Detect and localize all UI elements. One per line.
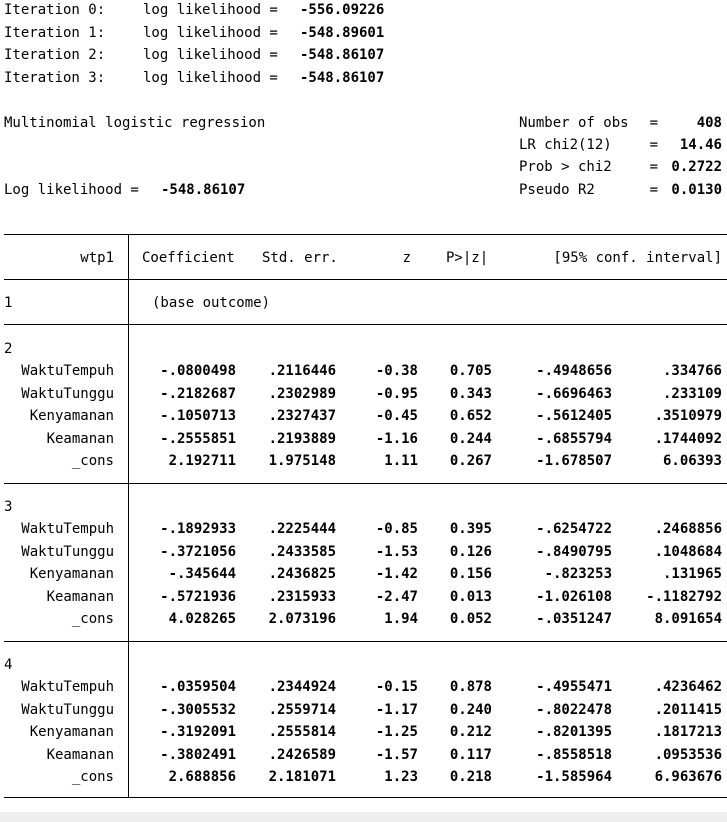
cell-std-err: .2426589 <box>268 746 336 763</box>
group-label: 3 <box>4 499 13 515</box>
cell-ci-lower: -1.678507 <box>536 453 612 470</box>
cell-std-err: .2555814 <box>268 724 336 741</box>
iteration-text: log likelihood = <box>143 69 287 86</box>
cell-ci-upper: 6.963676 <box>654 769 722 786</box>
variable-name: Keamanan <box>46 588 114 605</box>
table-top-rule <box>4 234 727 235</box>
cell-ci-lower: -.0351247 <box>536 611 612 628</box>
cell-p: 0.126 <box>449 543 492 560</box>
col-header-p: P>|z| <box>446 250 489 266</box>
stat-label: Number of obs <box>519 115 629 131</box>
cell-coefficient: -.0359504 <box>160 679 236 695</box>
cell-ci-upper: .4236462 <box>654 679 722 695</box>
col-header-depvar: wtp1 <box>80 250 114 266</box>
iteration-label: Iteration 2: <box>4 47 106 63</box>
cell-p: 0.212 <box>449 724 492 741</box>
cell-std-err: .2315933 <box>268 588 336 605</box>
stat-value: 14.46 <box>679 137 722 153</box>
cell-std-err: .2344924 <box>268 679 336 695</box>
table-bottom-rule <box>4 797 727 798</box>
table-vertical-rule <box>128 234 129 797</box>
cell-z: 1.94 <box>384 611 418 628</box>
stat-eq: = <box>649 159 658 175</box>
cell-std-err: .2225444 <box>268 521 336 537</box>
cell-ci-lower: -1.026108 <box>536 588 612 605</box>
group-label: 2 <box>4 341 13 357</box>
cell-coefficient: -.1050713 <box>160 408 236 425</box>
cell-p: 0.052 <box>449 611 492 628</box>
cell-ci-upper: .233109 <box>662 385 722 402</box>
cell-p: 0.267 <box>449 453 492 470</box>
variable-name: WaktuTunggu <box>21 385 114 402</box>
stat-value: 0.0130 <box>671 182 722 198</box>
cell-ci-lower: -.4948656 <box>536 363 612 379</box>
cell-ci-upper: -.1182792 <box>646 588 722 605</box>
variable-name: _cons <box>71 611 114 628</box>
iteration-text: log likelihood = <box>143 47 287 63</box>
iteration-value: -548.89601 <box>300 24 385 41</box>
cell-z: -1.42 <box>375 566 418 583</box>
cell-std-err: .2193889 <box>268 430 336 447</box>
cell-ci-lower: -.6855794 <box>536 430 612 447</box>
cell-ci-upper: .1048684 <box>654 543 722 560</box>
cell-coefficient: -.2555851 <box>160 430 236 447</box>
cell-p: 0.156 <box>449 566 492 583</box>
iteration-label: Iteration 1: <box>4 24 106 41</box>
cell-ci-lower: -.6696463 <box>536 385 612 402</box>
stat-value: 408 <box>696 115 722 131</box>
cell-ci-lower: -.4955471 <box>536 679 612 695</box>
group-rule <box>4 324 727 325</box>
cell-z: -0.95 <box>375 385 418 402</box>
iteration-text: log likelihood = <box>143 2 287 18</box>
cell-ci-upper: .1744092 <box>654 430 722 447</box>
cell-ci-lower: -.8558518 <box>536 746 612 763</box>
iteration-label: Iteration 3: <box>4 69 106 86</box>
stat-eq: = <box>649 182 658 198</box>
cell-std-err: .2433585 <box>268 543 336 560</box>
cell-ci-upper: .2011415 <box>654 701 722 718</box>
variable-name: Kenyamanan <box>29 724 114 741</box>
cell-z: 1.11 <box>384 453 418 470</box>
cell-coefficient: -.0800498 <box>160 363 236 379</box>
cell-coefficient: -.3192091 <box>160 724 236 741</box>
cell-ci-lower: -.823253 <box>544 566 612 583</box>
variable-name: WaktuTempuh <box>21 363 114 379</box>
cell-p: 0.652 <box>449 408 492 425</box>
iteration-value: -548.86107 <box>300 69 385 86</box>
stat-value: 0.2722 <box>671 159 722 175</box>
cell-z: -1.53 <box>375 543 418 560</box>
cell-coefficient: -.3802491 <box>160 746 236 763</box>
cell-z: -0.85 <box>375 521 418 537</box>
cell-std-err: .2116446 <box>268 363 336 379</box>
group-label: 4 <box>4 657 13 673</box>
col-header-coef: Coefficient <box>142 250 235 266</box>
cell-std-err: .2559714 <box>268 701 336 718</box>
cell-std-err: 1.975148 <box>268 453 336 470</box>
cell-p: 0.395 <box>449 521 492 537</box>
cell-ci-lower: -1.585964 <box>536 769 612 786</box>
cell-z: -1.25 <box>375 724 418 741</box>
cell-z: -0.38 <box>375 363 418 379</box>
cell-std-err: 2.181071 <box>268 769 336 786</box>
base-text: (base outcome) <box>152 295 271 311</box>
iteration-label: Iteration 0: <box>4 2 106 18</box>
cell-ci-upper: .131965 <box>662 566 722 583</box>
cell-coefficient: 2.688856 <box>168 769 236 786</box>
group-rule <box>4 641 727 642</box>
variable-name: Keamanan <box>46 746 114 763</box>
cell-p: 0.343 <box>449 385 492 402</box>
col-header-ci: [95% conf. interval] <box>553 250 722 266</box>
cell-z: -2.47 <box>375 588 418 605</box>
col-header-se: Std. err. <box>262 250 338 266</box>
cell-std-err: .2327437 <box>268 408 336 425</box>
stat-eq: = <box>649 115 658 131</box>
cell-z: -1.16 <box>375 430 418 447</box>
bottom-scroll-area[interactable] <box>0 812 727 822</box>
cell-p: 0.244 <box>449 430 492 447</box>
variable-name: WaktuTempuh <box>21 521 114 537</box>
cell-std-err: .2436825 <box>268 566 336 583</box>
loglik-label: Log likelihood = <box>4 182 148 198</box>
variable-name: WaktuTunggu <box>21 701 114 718</box>
cell-ci-upper: .0953536 <box>654 746 722 763</box>
group-rule <box>4 483 727 484</box>
cell-ci-upper: 8.091654 <box>654 611 722 628</box>
col-header-z: z <box>402 250 411 266</box>
cell-p: 0.240 <box>449 701 492 718</box>
cell-ci-upper: 6.06393 <box>662 453 722 470</box>
stat-eq: = <box>649 137 658 153</box>
cell-coefficient: -.2182687 <box>160 385 236 402</box>
stat-label: Prob > chi2 <box>519 159 612 175</box>
variable-name: WaktuTempuh <box>21 679 114 695</box>
cell-std-err: .2302989 <box>268 385 336 402</box>
stat-label: Pseudo R2 <box>519 182 595 198</box>
cell-p: 0.117 <box>449 746 492 763</box>
cell-ci-lower: -.8201395 <box>536 724 612 741</box>
cell-coefficient: -.3721056 <box>160 543 236 560</box>
cell-p: 0.878 <box>449 679 492 695</box>
cell-p: 0.705 <box>449 363 492 379</box>
header-rule <box>4 279 727 280</box>
base-label: 1 <box>4 295 13 311</box>
iteration-text: log likelihood = <box>143 24 287 41</box>
cell-ci-lower: -.8022478 <box>536 701 612 718</box>
cell-ci-upper: .2468856 <box>654 521 722 537</box>
cell-coefficient: -.3005532 <box>160 701 236 718</box>
variable-name: Kenyamanan <box>29 566 114 583</box>
cell-ci-upper: .334766 <box>662 363 722 379</box>
variable-name: _cons <box>71 453 114 470</box>
cell-coefficient: -.5721936 <box>160 588 236 605</box>
cell-ci-lower: -.6254722 <box>536 521 612 537</box>
cell-ci-upper: .3510979 <box>654 408 722 425</box>
cell-std-err: 2.073196 <box>268 611 336 628</box>
cell-z: -0.15 <box>375 679 418 695</box>
cell-z: -0.45 <box>375 408 418 425</box>
cell-z: -1.17 <box>375 701 418 718</box>
cell-ci-lower: -.5612405 <box>536 408 612 425</box>
iteration-value: -556.09226 <box>300 2 385 18</box>
stat-label: LR chi2(12) <box>519 137 612 153</box>
iteration-value: -548.86107 <box>300 47 385 63</box>
variable-name: Kenyamanan <box>29 408 114 425</box>
cell-p: 0.013 <box>449 588 492 605</box>
cell-z: -1.57 <box>375 746 418 763</box>
cell-ci-lower: -.8490795 <box>536 543 612 560</box>
cell-ci-upper: .1817213 <box>654 724 722 741</box>
cell-z: 1.23 <box>384 769 418 786</box>
loglik-value: -548.86107 <box>161 182 246 198</box>
cell-coefficient: -.1892933 <box>160 521 236 537</box>
variable-name: WaktuTunggu <box>21 543 114 560</box>
cell-coefficient: 2.192711 <box>168 453 236 470</box>
cell-p: 0.218 <box>449 769 492 786</box>
cell-coefficient: 4.028265 <box>168 611 236 628</box>
model-title: Multinomial logistic regression <box>4 115 266 131</box>
variable-name: Keamanan <box>46 430 114 447</box>
variable-name: _cons <box>71 769 114 786</box>
cell-coefficient: -.345644 <box>168 566 236 583</box>
